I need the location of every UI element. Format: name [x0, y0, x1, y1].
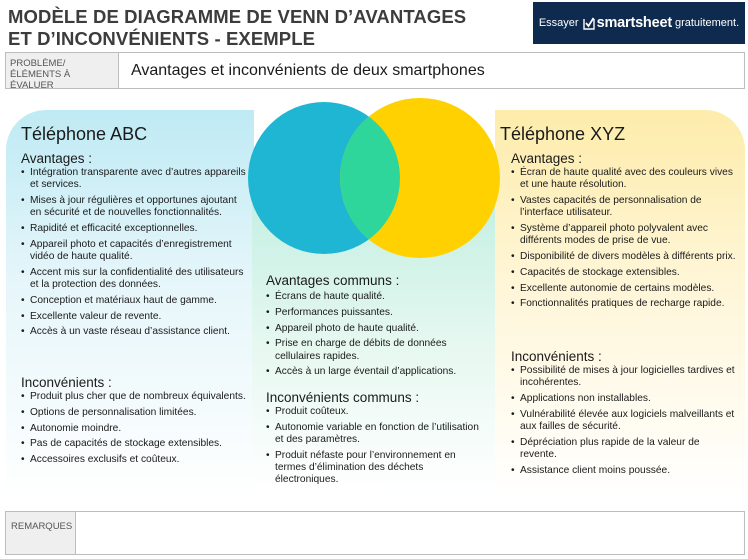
right-title: Téléphone XYZ [500, 124, 626, 144]
list-item: • Accès à un large éventail d’applications. [266, 366, 488, 378]
list-item: • Options de personnalisation limitées. [21, 407, 249, 419]
common-pros-list [266, 291, 488, 382]
banner-brand: smartsheet [596, 15, 672, 31]
issue-row [5, 52, 745, 89]
list-item: • Performances puissantes. [266, 307, 488, 319]
left-pros-title: Avantages : [21, 151, 93, 166]
list-item: • Produit coûteux. [266, 406, 488, 418]
issue-label: PROBLÈME/ÉLÉMENTS À ÉVALUER [6, 53, 119, 88]
list-item: • Vulnérabilité élevée aux logiciels malveillants et aux failles de sécurité. [511, 409, 739, 433]
list-item: • Écrans de haute qualité. [266, 291, 488, 303]
left-cons-list [21, 391, 249, 470]
common-pros-title: Avantages communs : [266, 273, 400, 288]
left-pros-list [21, 167, 249, 342]
list-item: • Prise en charge de débits de données cellulaires rapides. [266, 338, 488, 362]
list-item: • Conception et matériaux haut de gamme. [21, 295, 249, 307]
list-item: • Intégration transparente avec d’autres appareils et services. [21, 167, 249, 191]
checkmark-icon [583, 17, 595, 30]
notes-field[interactable] [76, 512, 744, 554]
list-item: • Autonomie moindre. [21, 423, 249, 435]
page-title-line-1: MODÈLE DE DIAGRAMME DE VENN D’AVANTAGES [8, 6, 467, 27]
page-title [8, 6, 508, 50]
list-item: • Excellente valeur de revente. [21, 311, 249, 323]
list-item: • Fonctionnalités pratiques de recharge rapide. [511, 298, 739, 310]
banner-post-text: gratuitement. [674, 17, 740, 29]
list-item: • Pas de capacités de stockage extensibles. [21, 438, 249, 450]
left-title: Téléphone ABC [21, 124, 148, 144]
right-pros-title: Avantages : [511, 151, 583, 166]
list-item: • Produit néfaste pour l’environnement en termes d’élimination des déchets électroniques. [266, 450, 488, 487]
list-item: • Assistance client moins poussée. [511, 465, 739, 477]
right-cons-list [511, 365, 739, 481]
list-item: • Accessoires exclusifs et coûteux. [21, 454, 249, 466]
list-item: • Écran de haute qualité avec des couleurs vives et une haute résolution. [511, 167, 739, 191]
right-cons-title: Inconvénients : [511, 349, 602, 364]
notes-label: REMARQUES [6, 512, 76, 554]
smartsheet-banner-link[interactable] [533, 2, 745, 44]
list-item: • Mises à jour régulières et opportunes ajoutant en sécurité et de nouvelles fonctionnalités. [21, 195, 249, 219]
list-item: • Rapidité et efficacité exceptionnelles. [21, 223, 249, 235]
notes-row [5, 511, 745, 555]
issue-value-field[interactable]: Avantages et inconvénients de deux smartphones [131, 62, 485, 79]
banner-pre-text: Essayer [538, 17, 579, 29]
list-item: • Capacités de stockage extensibles. [511, 267, 739, 279]
page-title-line-2: ET D’INCONVÉNIENTS - EXEMPLE [8, 28, 316, 49]
list-item: • Vastes capacités de personnalisation de l’interface utilisateur. [511, 195, 739, 219]
list-item: • Possibilité de mises à jour logicielles tardives et incohérentes. [511, 365, 739, 389]
list-item: • Dépréciation plus rapide de la valeur de revente. [511, 437, 739, 461]
list-item: • Excellente autonomie de certains modèles. [511, 283, 739, 295]
common-cons-title: Inconvénients communs : [266, 390, 420, 405]
list-item: • Produit plus cher que de nombreux équivalents. [21, 391, 249, 403]
list-item: • Applications non installables. [511, 393, 739, 405]
left-cons-title: Inconvénients : [21, 375, 112, 390]
common-cons-list [266, 406, 488, 490]
list-item: • Appareil photo et capacités d’enregistrement vidéo de haute qualité. [21, 239, 249, 263]
list-item: • Accès à un vaste réseau d’assistance client. [21, 326, 249, 338]
venn-diagram [240, 95, 520, 260]
list-item: • Autonomie variable en fonction de l’utilisation et des paramètres. [266, 422, 488, 446]
list-item: • Appareil photo de haute qualité. [266, 323, 488, 335]
list-item: • Système d’appareil photo polyvalent avec différents modes de prise de vue. [511, 223, 739, 247]
right-pros-list [511, 167, 739, 314]
list-item: • Disponibilité de divers modèles à différents prix. [511, 251, 739, 263]
list-item: • Accent mis sur la confidentialité des utilisateurs et la protection des données. [21, 267, 249, 291]
